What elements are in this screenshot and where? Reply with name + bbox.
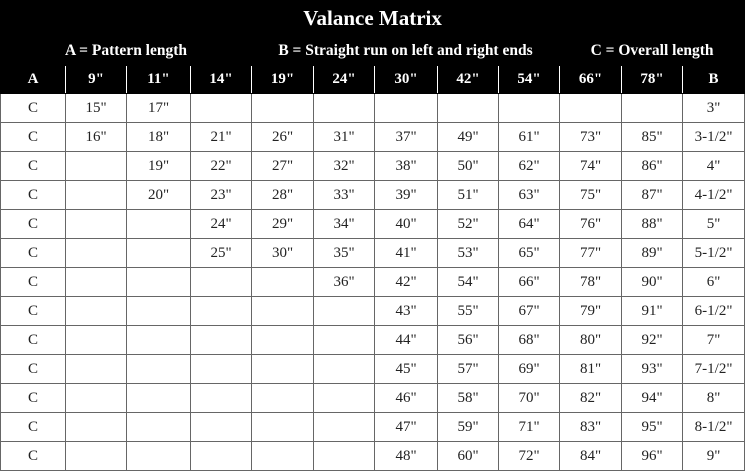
straight-run-cell: 5" [683,210,745,239]
overall-length-cell: 68" [499,326,560,355]
overall-length-cell: 93" [622,355,683,384]
overall-length-cell [314,384,375,413]
row-label-cell: C [1,384,66,413]
overall-length-cell: 44" [375,326,438,355]
overall-length-cell [252,326,314,355]
overall-length-cell [66,297,127,326]
overall-length-cell: 55" [438,297,499,326]
column-header: 66" [560,66,622,94]
overall-length-cell: 31" [314,123,375,152]
overall-length-cell: 72" [499,442,560,471]
overall-length-cell: 43" [375,297,438,326]
overall-length-cell [66,239,127,268]
column-header: 11" [127,66,191,94]
overall-length-cell: 54" [438,268,499,297]
overall-length-cell: 74" [560,152,622,181]
overall-length-cell: 50" [438,152,499,181]
overall-length-cell: 42" [375,268,438,297]
column-header: 30" [375,66,438,94]
overall-length-cell: 21" [191,123,252,152]
column-header: 54" [499,66,560,94]
column-header: 14" [191,66,252,94]
overall-length-cell: 96" [622,442,683,471]
overall-length-cell [191,442,252,471]
overall-length-cell: 23" [191,181,252,210]
overall-length-cell [499,94,560,123]
straight-run-cell: 6" [683,268,745,297]
row-label-cell: C [1,326,66,355]
straight-run-cell: 5-1/2" [683,239,745,268]
column-header: 9" [66,66,127,94]
table-row [1,297,745,326]
straight-run-cell: 7-1/2" [683,355,745,384]
overall-length-cell: 95" [622,413,683,442]
overall-length-cell: 87" [622,181,683,210]
overall-length-cell: 29" [252,210,314,239]
overall-length-cell: 70" [499,384,560,413]
table-row [1,384,745,413]
overall-length-cell [191,413,252,442]
table-row [1,442,745,471]
table-row [1,152,745,181]
table-row [1,326,745,355]
overall-length-cell: 94" [622,384,683,413]
column-header-row [1,66,745,94]
overall-length-cell [127,413,191,442]
overall-length-cell: 32" [314,152,375,181]
column-header: 24" [314,66,375,94]
table-row [1,239,745,268]
overall-length-cell [127,326,191,355]
overall-length-cell: 69" [499,355,560,384]
column-header: 19" [252,66,314,94]
table-row [1,123,745,152]
overall-length-cell: 83" [560,413,622,442]
overall-length-cell: 76" [560,210,622,239]
overall-length-cell: 16" [66,123,127,152]
overall-length-cell [252,94,314,123]
overall-length-cell: 15" [66,94,127,123]
overall-length-cell [314,413,375,442]
straight-run-cell: 9" [683,442,745,471]
row-label-cell: C [1,268,66,297]
overall-length-cell: 82" [560,384,622,413]
straight-run-cell: 4-1/2" [683,181,745,210]
overall-length-cell [127,239,191,268]
legend-b: B = Straight run on left and right ends [252,36,560,66]
overall-length-cell [66,181,127,210]
straight-run-cell: 8" [683,384,745,413]
overall-length-cell: 36" [314,268,375,297]
overall-length-cell [191,94,252,123]
overall-length-cell: 46" [375,384,438,413]
overall-length-cell: 25" [191,239,252,268]
overall-length-cell [191,268,252,297]
overall-length-cell [252,384,314,413]
overall-length-cell: 88" [622,210,683,239]
row-label-cell: C [1,442,66,471]
overall-length-cell: 53" [438,239,499,268]
overall-length-cell [252,413,314,442]
column-header: A [1,66,66,94]
row-label-cell: C [1,355,66,384]
overall-length-cell [191,326,252,355]
overall-length-cell: 73" [560,123,622,152]
overall-length-cell: 35" [314,239,375,268]
overall-length-cell: 19" [127,152,191,181]
table-row [1,413,745,442]
overall-length-cell: 78" [560,268,622,297]
overall-length-cell: 90" [622,268,683,297]
overall-length-cell [622,94,683,123]
overall-length-cell [191,355,252,384]
overall-length-cell [127,210,191,239]
overall-length-cell: 80" [560,326,622,355]
overall-length-cell: 34" [314,210,375,239]
table-title: Valance Matrix [1,1,745,36]
overall-length-cell [375,94,438,123]
row-label-cell: C [1,239,66,268]
overall-length-cell [66,442,127,471]
overall-length-cell: 62" [499,152,560,181]
overall-length-cell: 64" [499,210,560,239]
straight-run-cell: 8-1/2" [683,413,745,442]
overall-length-cell: 17" [127,94,191,123]
overall-length-cell [560,94,622,123]
table-row [1,181,745,210]
table-row [1,210,745,239]
overall-length-cell: 57" [438,355,499,384]
straight-run-cell: 3" [683,94,745,123]
table-row [1,268,745,297]
overall-length-cell [66,326,127,355]
overall-length-cell: 37" [375,123,438,152]
overall-length-cell: 79" [560,297,622,326]
overall-length-cell: 67" [499,297,560,326]
straight-run-cell: 6-1/2" [683,297,745,326]
overall-length-cell [66,152,127,181]
overall-length-cell: 22" [191,152,252,181]
overall-length-cell [66,210,127,239]
overall-length-cell: 58" [438,384,499,413]
overall-length-cell: 39" [375,181,438,210]
overall-length-cell: 66" [499,268,560,297]
overall-length-cell [314,442,375,471]
overall-length-cell: 28" [252,181,314,210]
overall-length-cell [127,268,191,297]
overall-length-cell [127,297,191,326]
overall-length-cell [66,355,127,384]
table-row [1,355,745,384]
straight-run-cell: 3-1/2" [683,123,745,152]
overall-length-cell: 18" [127,123,191,152]
overall-length-cell [127,355,191,384]
row-label-cell: C [1,413,66,442]
overall-length-cell: 27" [252,152,314,181]
overall-length-cell: 51" [438,181,499,210]
overall-length-cell: 38" [375,152,438,181]
overall-length-cell: 59" [438,413,499,442]
overall-length-cell: 71" [499,413,560,442]
overall-length-cell [66,413,127,442]
column-header: 42" [438,66,499,94]
overall-length-cell [66,384,127,413]
overall-length-cell: 40" [375,210,438,239]
straight-run-cell: 7" [683,326,745,355]
overall-length-cell: 75" [560,181,622,210]
overall-length-cell: 52" [438,210,499,239]
overall-length-cell: 77" [560,239,622,268]
overall-length-cell: 86" [622,152,683,181]
row-label-cell: C [1,123,66,152]
overall-length-cell: 26" [252,123,314,152]
overall-length-cell: 24" [191,210,252,239]
overall-length-cell: 84" [560,442,622,471]
overall-length-cell: 89" [622,239,683,268]
overall-length-cell [252,442,314,471]
row-label-cell: C [1,94,66,123]
overall-length-cell [252,297,314,326]
row-label-cell: C [1,210,66,239]
legend-a: A = Pattern length [1,36,252,66]
legend-c: C = Overall length [560,36,745,66]
overall-length-cell [127,442,191,471]
overall-length-cell: 47" [375,413,438,442]
overall-length-cell [127,384,191,413]
table-row [1,94,745,123]
overall-length-cell [314,326,375,355]
column-header: B [683,66,745,94]
overall-length-cell [314,94,375,123]
overall-length-cell [191,297,252,326]
overall-length-cell: 49" [438,123,499,152]
overall-length-cell [252,355,314,384]
overall-length-cell [191,384,252,413]
overall-length-cell: 91" [622,297,683,326]
overall-length-cell: 20" [127,181,191,210]
overall-length-cell [314,355,375,384]
overall-length-cell: 45" [375,355,438,384]
overall-length-cell: 60" [438,442,499,471]
overall-length-cell [66,268,127,297]
overall-length-cell: 63" [499,181,560,210]
row-label-cell: C [1,181,66,210]
overall-length-cell: 81" [560,355,622,384]
row-label-cell: C [1,297,66,326]
overall-length-cell: 41" [375,239,438,268]
overall-length-cell: 48" [375,442,438,471]
row-label-cell: C [1,152,66,181]
title-row [1,1,745,36]
overall-length-cell [252,268,314,297]
overall-length-cell: 30" [252,239,314,268]
overall-length-cell: 33" [314,181,375,210]
overall-length-cell [438,94,499,123]
overall-length-cell: 85" [622,123,683,152]
overall-length-cell: 92" [622,326,683,355]
column-header: 78" [622,66,683,94]
overall-length-cell: 56" [438,326,499,355]
overall-length-cell: 65" [499,239,560,268]
straight-run-cell: 4" [683,152,745,181]
overall-length-cell [314,297,375,326]
overall-length-cell: 61" [499,123,560,152]
legend-row [1,36,745,66]
